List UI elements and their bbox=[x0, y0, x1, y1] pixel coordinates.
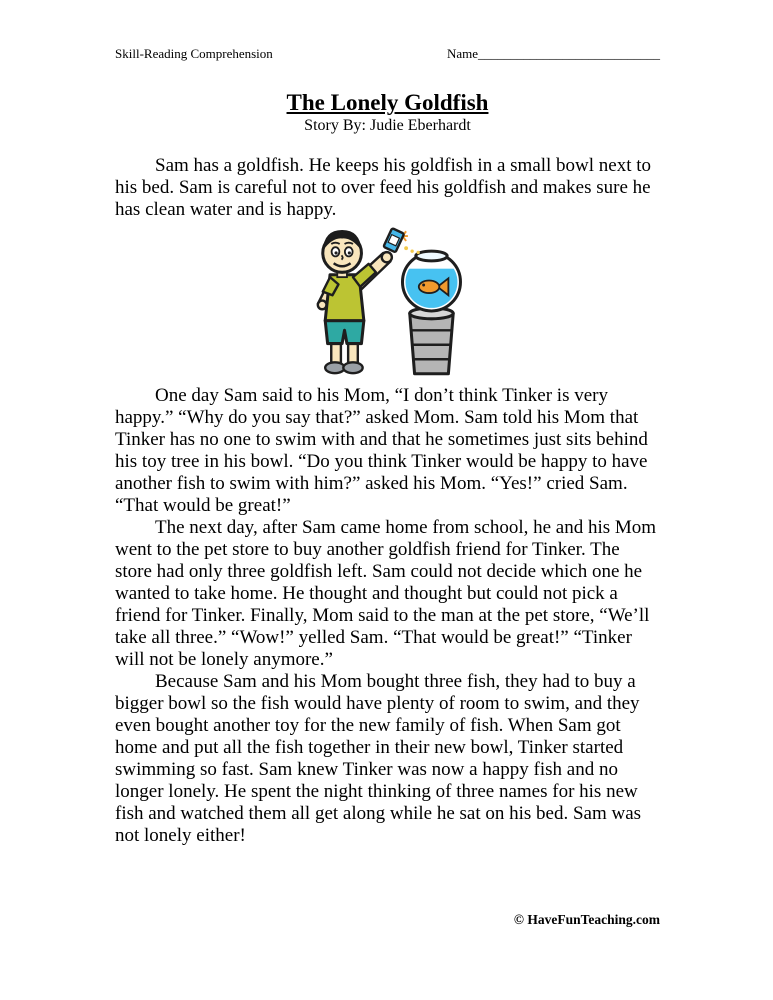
name-blank-line: ____________________________ bbox=[478, 46, 660, 61]
goldfish-illustration-svg bbox=[308, 224, 468, 381]
goldfish bbox=[418, 278, 448, 295]
page-content bbox=[115, 0, 660, 847]
story-byline: Story By: Judie Eberhardt bbox=[304, 117, 471, 134]
page-header bbox=[115, 46, 660, 62]
fish-food-container bbox=[383, 228, 404, 252]
story-paragraph-3: The next day, after Sam came home from school, he and his Mom went to the pet store to buy another goldfish friend for Tinker. The store had only three goldfish left. Sam could not decide which one he wanted to take home. He thought and thought but could not pick a friend for Tinker. Finally, Mom said to the man at the pet store, “We’ll take all three.” “Wow!” yelled Sam. “That would be great!” “Tinker will not be lonely anymore.” bbox=[115, 517, 657, 670]
page-footer bbox=[514, 912, 660, 928]
trash-can-stand bbox=[409, 308, 452, 374]
story-title: The Lonely Goldfish bbox=[286, 90, 489, 115]
story-paragraph-2: One day Sam said to his Mom, “I don’t think Tinker is very happy.” “Why do you say that?” asked Mom. Sam told his Mom that Tinker has no one to swim with and that he sometimes just sits behind his toy tree in his bowl. “Do you think Tinker would be happy to have another fish to swim with him?” asked his Mom. “Yes!” cried Sam. “That would be great!” bbox=[115, 385, 648, 516]
name-label: Name bbox=[446, 46, 478, 61]
goldfish-illustration bbox=[115, 224, 660, 381]
fish-bowl bbox=[402, 251, 460, 314]
boy-figure bbox=[317, 228, 403, 373]
story-paragraph-1: Sam has a goldfish. He keeps his goldfish in a small bowl next to his bed. Sam is careful not to over feed his goldfish and makes sure he has clean water and is happy. bbox=[115, 155, 652, 220]
copyright-text: © HaveFunTeaching.com bbox=[513, 912, 660, 927]
story-paragraph-4: Because Sam and his Mom bought three fish, they had to buy a bigger bowl so the fish would have plenty of room to swim, and they even bought another toy for the new family of fish. When Sam got home and put all the fish together in their new bowl, Tinker started swimming so fast. Sam knew Tinker was now a happy fish and no longer lonely. He spent the night thinking of three names for his new fish and watched them all get along while he sat on his bed. Sam was not lonely either! bbox=[115, 671, 642, 846]
skill-label: Skill-Reading Comprehension bbox=[115, 46, 273, 61]
name-field bbox=[447, 46, 660, 62]
